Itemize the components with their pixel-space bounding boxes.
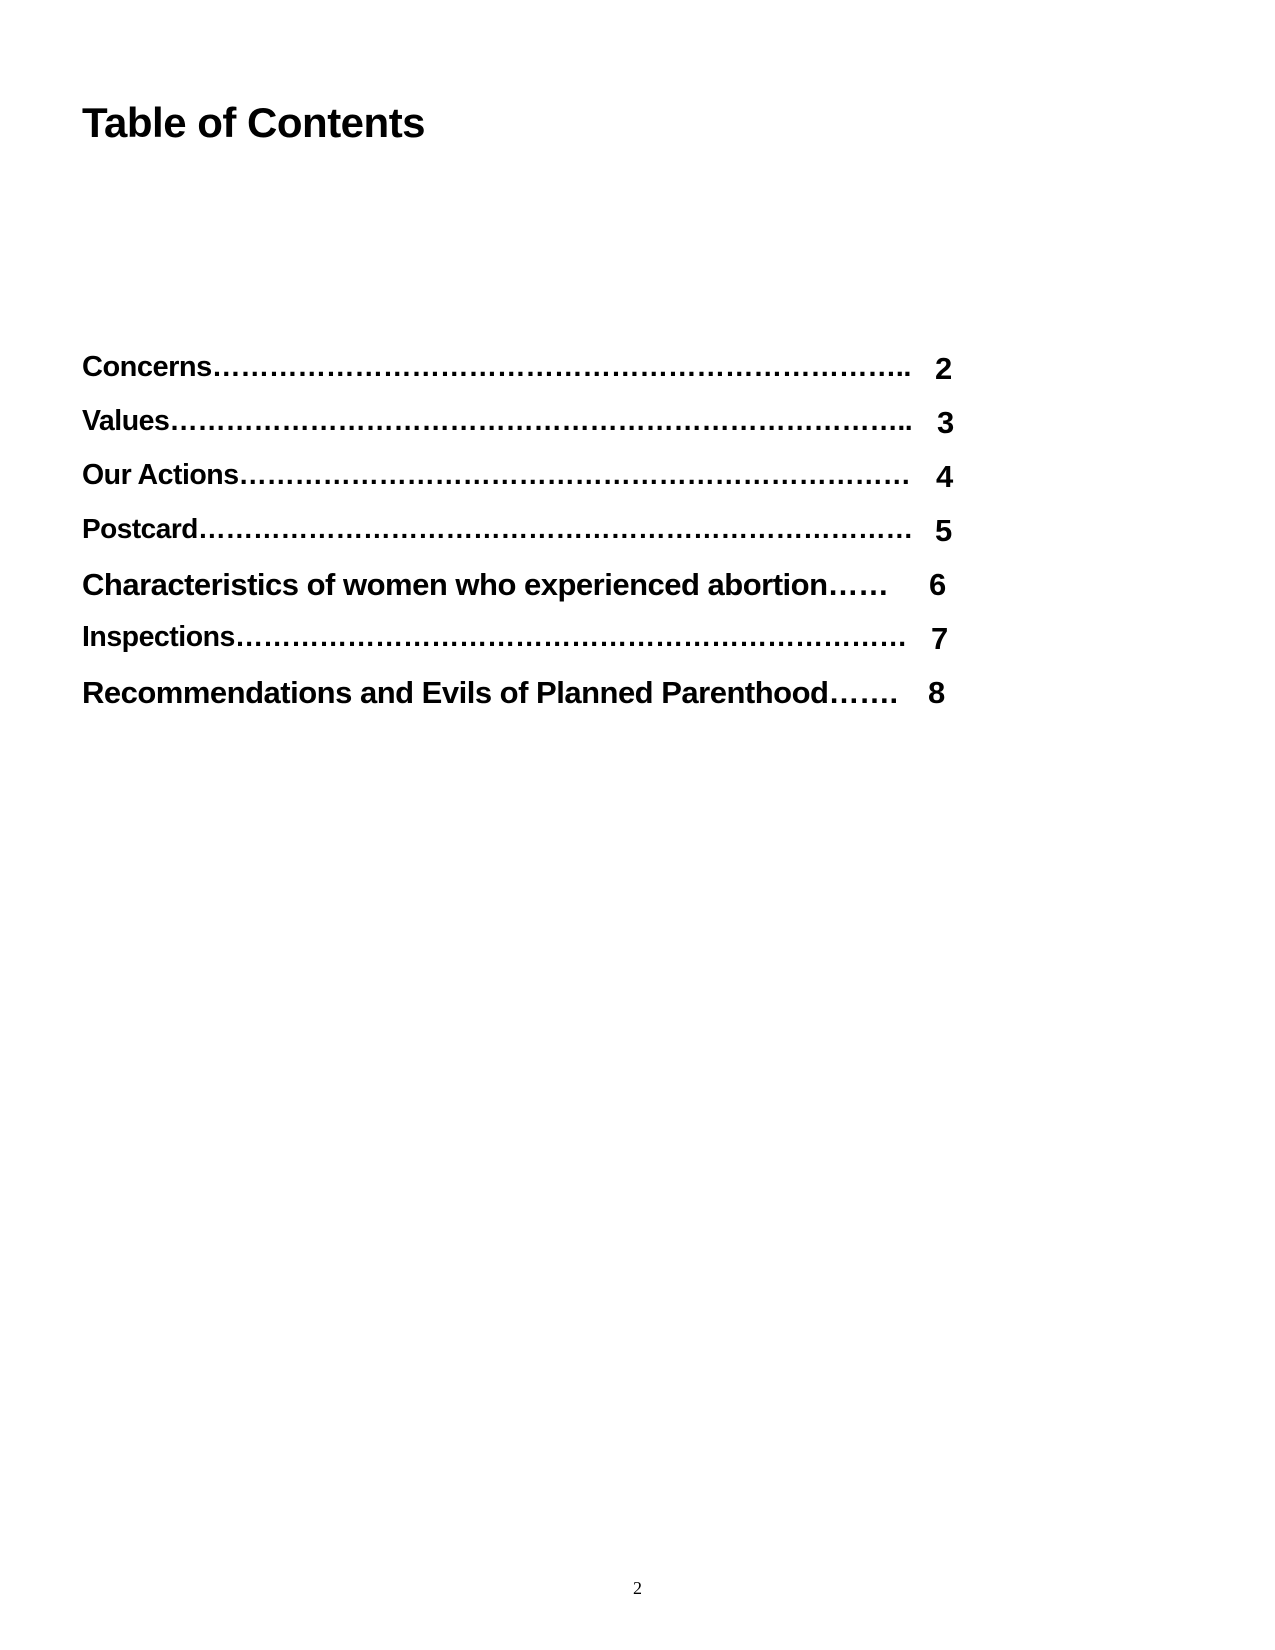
page-number: 2	[633, 1578, 642, 1598]
toc-entry-page: 5	[935, 513, 952, 548]
toc-entry-page: 7	[931, 621, 948, 656]
toc-entry-title: Postcard……………………………………………………………………	[82, 513, 913, 544]
page-title: Table of Contents	[82, 99, 426, 146]
toc-entry-title: Characteristics of women who experienced abortion……	[82, 567, 889, 602]
toc-entry-title: Inspections………………………………………………………………	[82, 621, 907, 653]
toc-entry-page: 3	[937, 405, 954, 440]
toc-entry-page: 8	[928, 675, 945, 710]
toc-entry-page: 6	[929, 567, 946, 602]
toc-entry-title: Concerns………………………………………………………………..	[82, 351, 911, 383]
toc-entry-title: Our Actions………………………………………………………………	[82, 459, 911, 491]
toc-entry-page: 4	[936, 459, 953, 494]
toc-entry-title: Recommendations and Evils of Planned Parenthood…….	[82, 675, 898, 710]
toc-entry-page: 2	[935, 351, 952, 386]
toc-entry-title: Values……………………………………………………………………..	[82, 405, 913, 437]
